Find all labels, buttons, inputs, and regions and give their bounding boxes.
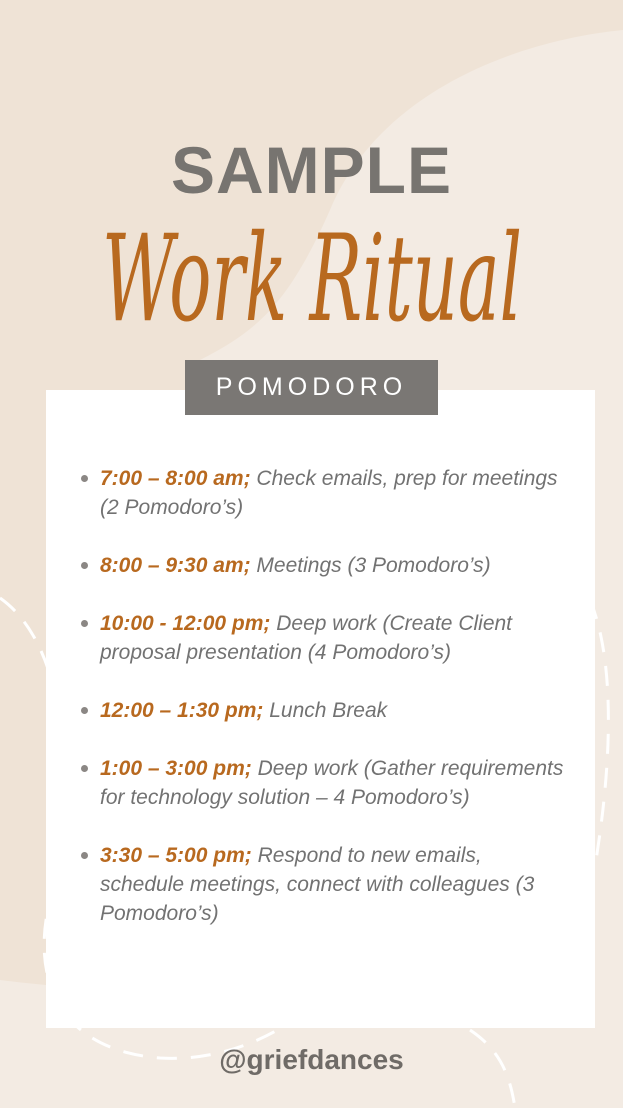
page-title: SAMPLE	[170, 133, 453, 207]
pomodoro-badge: POMODORO	[185, 360, 438, 415]
task-description: Check emails, prep for meetings (2 Pomodoro’s)	[100, 467, 558, 519]
list-item	[100, 696, 565, 725]
schedule-card	[46, 390, 595, 1028]
task-description: Meetings (3 Pomodoro’s)	[250, 554, 491, 577]
time-range: 10:00 - 12:00 pm;	[100, 612, 271, 635]
list-item	[100, 551, 565, 580]
list-item	[100, 609, 565, 667]
task-description: Deep work (Create Client proposal presentation (4 Pomodoro’s)	[100, 612, 513, 664]
list-item	[100, 464, 565, 522]
time-range: 12:00 – 1:30 pm;	[100, 699, 264, 722]
script-subtitle	[92, 192, 532, 367]
time-range: 8:00 – 9:30 am;	[100, 554, 251, 577]
list-item	[100, 841, 565, 928]
social-handle: @griefdances	[219, 1044, 404, 1075]
time-range: 3:30 – 5:00 pm;	[100, 844, 252, 867]
time-range: 1:00 – 3:00 pm;	[100, 757, 252, 780]
task-description: Lunch Break	[263, 699, 388, 722]
time-range: 7:00 – 8:00 am;	[100, 467, 251, 490]
script-subtitle-text: Work Ritual	[102, 210, 522, 349]
list-item	[100, 754, 565, 812]
schedule-list	[46, 390, 595, 928]
task-description: Deep work (Gather requirements for technology solution – 4 Pomodoro’s)	[100, 757, 564, 809]
task-description: Respond to new emails, schedule meetings, connect with colleagues (3 Pomodoro’s)	[100, 844, 535, 925]
